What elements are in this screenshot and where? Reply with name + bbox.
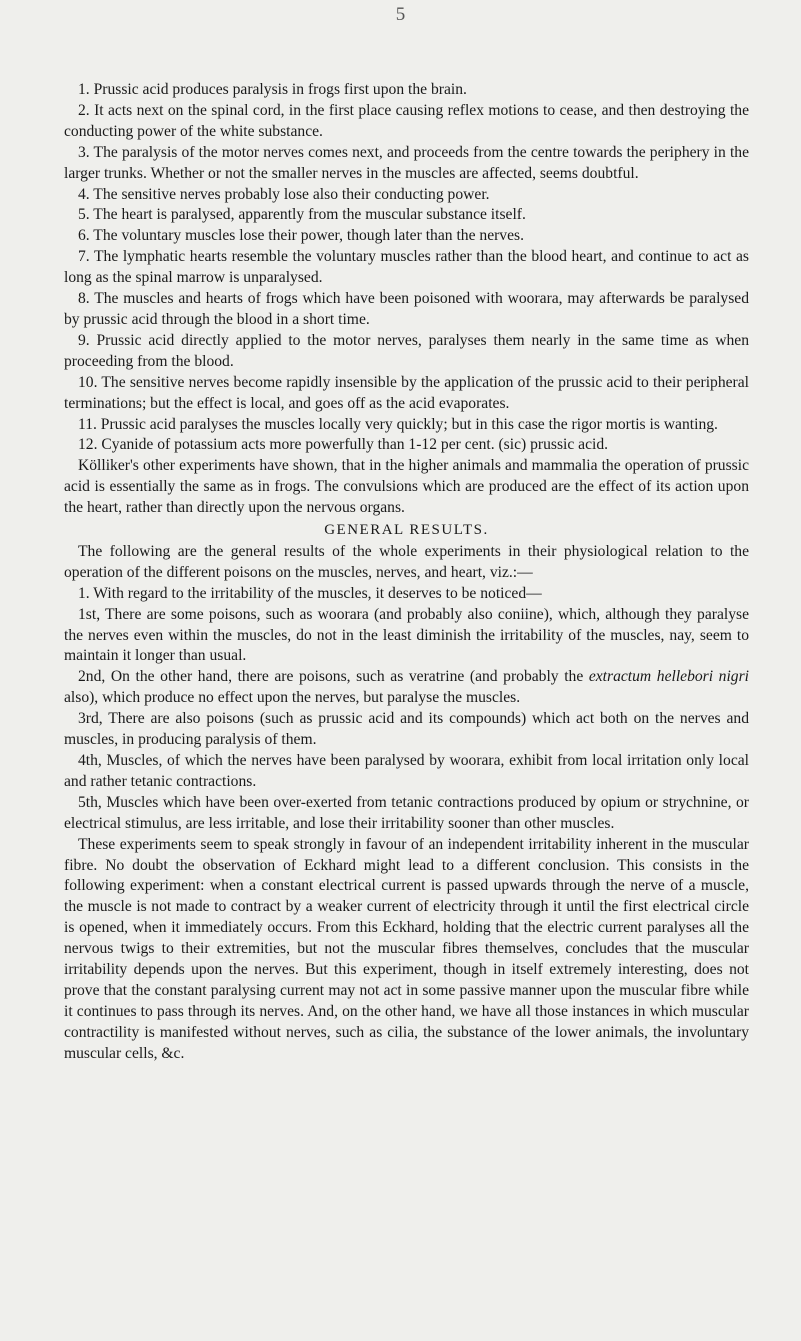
- page-body: [64, 80, 749, 1065]
- result-item-8: 8. The muscles and hearts of frogs which have been poisoned with woorara, may afterwards be paralysed by prussic acid through the blood in a short time.: [64, 290, 749, 328]
- sub-point-first: 1st, There are some poisons, such as woorara (and probably also coniine), which, although they paralyse the nerves even within the muscles, do not in the least diminish the irritability of the muscles, nay, seem to maintain it longer than usual.: [64, 605, 749, 665]
- general-results-intro: The following are the general results of the whole experiments in their physiological relation to the operation of the different poisons on the muscles, nerves, and heart, viz.:—: [64, 542, 749, 581]
- sub-point-second-text-a: 2nd, On the other hand, there are poisons, such as veratrine (and probably the: [78, 668, 589, 686]
- sub-point-fourth: 4th, Muscles, of which the nerves have been paralysed by woorara, exhibit from local irritation only local and rather tetanic contractions.: [64, 752, 749, 790]
- sub-point-third: 3rd, There are also poisons (such as prussic acid and its compounds) which act both on the nerves and muscles, in producing paralysis of them.: [64, 710, 749, 749]
- sub-point-second: [64, 667, 749, 709]
- result-item-2: 2. It acts next on the spinal cord, in the first place causing reflex motions to cease, and then destroying the conducting power of the white substance.: [64, 101, 749, 140]
- result-item-11: 11. Prussic acid paralyses the muscles locally very quickly; but in this case the rigor mortis is wanting.: [78, 415, 718, 433]
- closing-paragraph: These experiments seem to speak strongly in favour of an independent irritability inherent in the muscular fibre. No doubt the observation of Eckhard might lead to a different conclusion. This consists in the following experiment: when a constant electrical current is passed upwards through the nerve of a muscle, the muscle is not made to contract by a weaker current of electricity through it until the first electrical circle is opened, when it immediately occurs. From this Eckhard, holding that the electric current paralyses all the nervous twigs to their extremities, but not the muscular fibres themselves, concludes that the muscular irritability depends upon the nerves. But this experiment, though in itself extremely interesting, does not prove that the constant paralysing current may not act in some passive manner upon the muscular fibre while it continues to pass through its nerves. And, on the other hand, we have all those instances in which muscular contractility is manifested without nerves, such as cilia, the substance of the lower animals, the involuntary muscular cells, &c.: [64, 835, 749, 1062]
- sub-point-second-latin: extractum hellebori nigri: [588, 668, 750, 686]
- section-heading: GENERAL RESULTS.: [324, 522, 489, 539]
- result-item-4: 4. The sensitive nerves probably lose also their conducting power.: [78, 185, 490, 203]
- page-number: 5: [395, 4, 406, 25]
- result-item-12: 12. Cyanide of potassium acts more powerfully than 1-12 per cent. (sic) prussic acid.: [78, 436, 609, 454]
- result-item-5: 5. The heart is paralysed, apparently from the muscular substance itself.: [78, 206, 526, 224]
- sub-point-fifth: 5th, Muscles which have been over-exerted from tetanic contractions produced by opium or strychnine, or electrical stimulus, are less irritable, and lose their irritability sooner than other muscles.: [64, 793, 749, 832]
- result-item-10: 10. The sensitive nerves become rapidly insensible by the application of the prussic acid to their peripheral terminations; but the effect is local, and goes off as the acid evaporates.: [64, 373, 749, 412]
- result-item-9: 9. Prussic acid directly applied to the motor nerves, paralyses them nearly in the same time as when proceeding from the blood.: [64, 331, 749, 370]
- result-item-3: 3. The paralysis of the motor nerves comes next, and proceeds from the centre towards the periphery in the larger trunks. Whether or not the smaller nerves in the muscles are affected, seems doubtful.: [64, 143, 749, 182]
- sub-point-second-text-b: also), which produce no effect upon the nerves, but paralyse the muscles.: [64, 689, 521, 707]
- result-item-7: 7. The lymphatic hearts resemble the voluntary muscles rather than the blood heart, and continue to act as long as the spinal marrow is unparalysed.: [64, 248, 749, 287]
- result-item-1: 1. Prussic acid produces paralysis in frogs first upon the brain.: [78, 81, 467, 98]
- result-item-6: 6. The voluntary muscles lose their power, though later than the nerves.: [78, 227, 524, 245]
- kolliker-paragraph: Kölliker's other experiments have shown, that in the higher animals and mammalia the operation of prussic acid is essentially the same as in frogs. The convulsions which are produced are the effect of its action upon the heart, rather than directly upon the nervous organs.: [64, 457, 749, 517]
- general-point-1: 1. With regard to the irritability of the muscles, it deserves to be noticed—: [78, 584, 542, 602]
